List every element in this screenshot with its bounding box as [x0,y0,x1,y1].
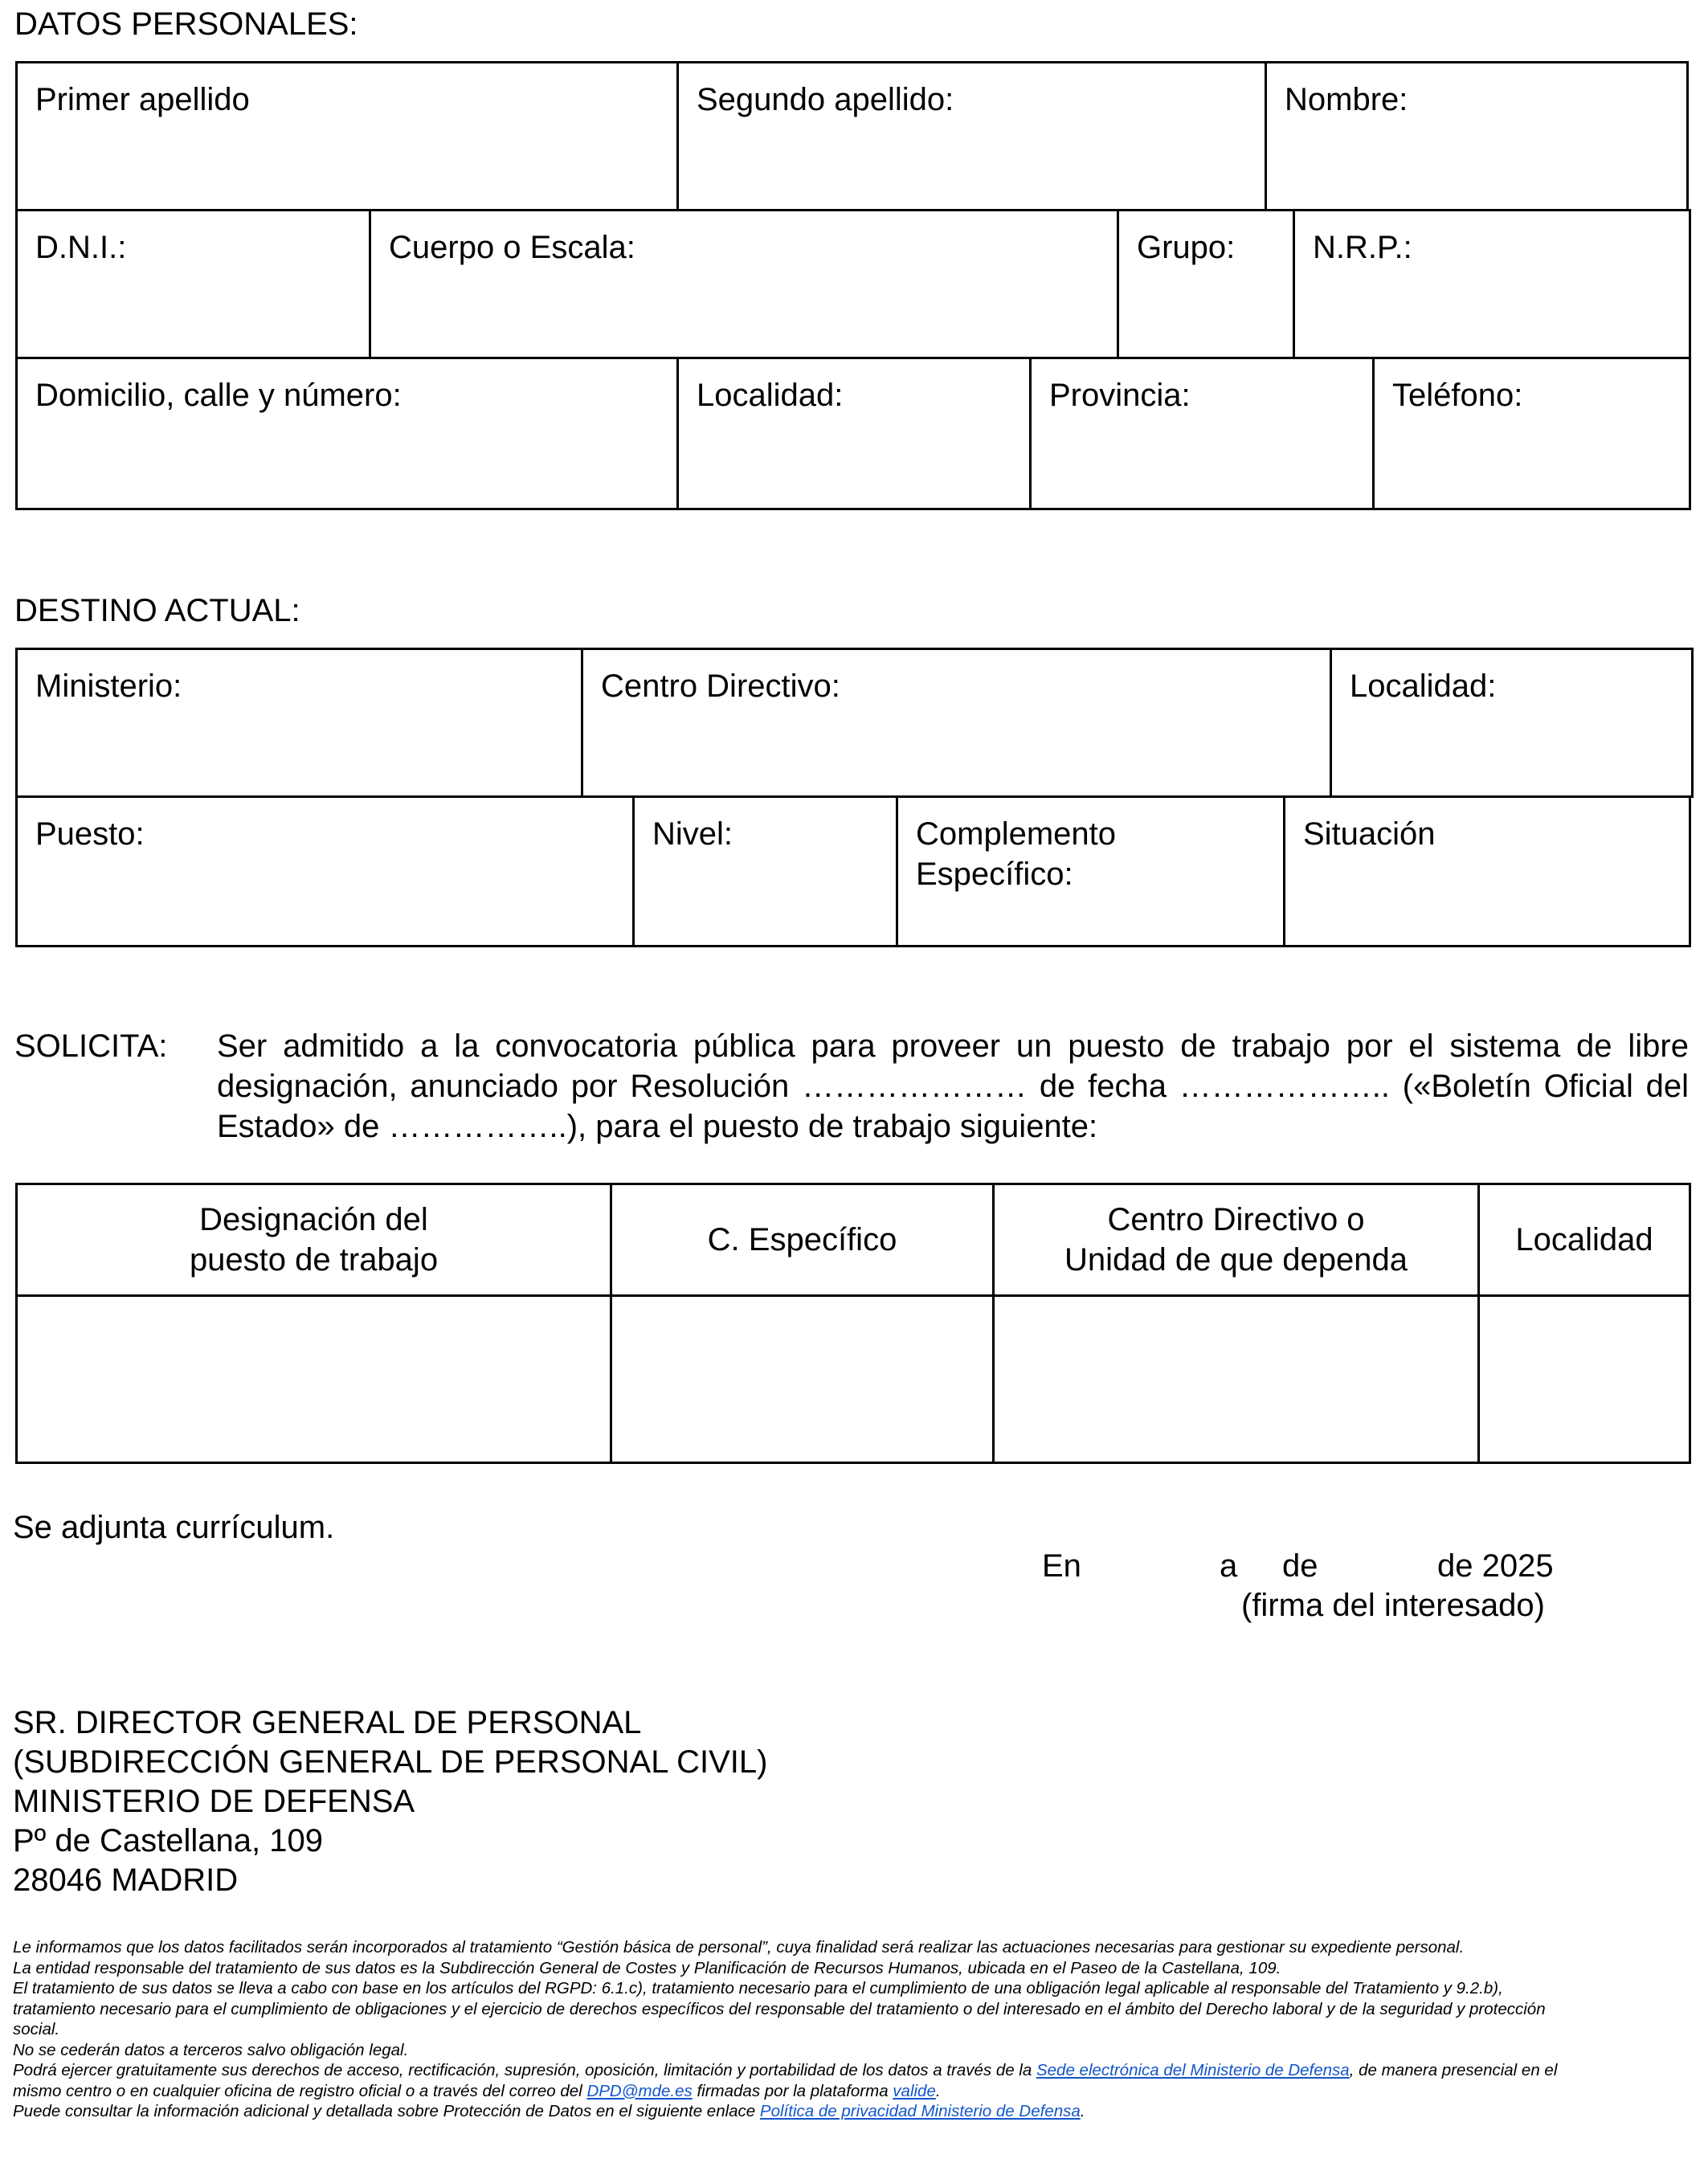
segundo-apellido-label: Segundo apellido: [697,82,954,117]
legal-p4: No se cederán datos a terceros salvo obligación legal. [13,2040,409,2059]
sede-electronica-link[interactable]: Sede electrónica del Ministerio de Defensa [1036,2061,1350,2079]
c-especifico-header-text: C. Específico [707,1222,897,1257]
centro-header-line1: Centro Directivo o [1107,1202,1365,1237]
designacion-cell[interactable] [15,1294,612,1464]
legal-p2: La entidad responsable del tratamiento de sus datos es la Subdirección General de Costes y Planificación de Recursos Humanos, ubicada en el Paseo de la Castellana, 109. [13,1958,1281,1977]
designacion-header [15,1183,612,1297]
destinatario-line-2: (SUBDIRECCIÓN GENERAL DE PERSONAL CIVIL) [13,1744,768,1780]
domicilio-label: Domicilio, calle y número: [35,378,402,413]
legal-p5 [13,2060,1587,2101]
destinatario-line-4: Pº de Castellana, 109 [13,1823,323,1858]
centro-header-line2: Unidad de que dependa [1064,1242,1408,1278]
legal-p3: El tratamiento de sus datos se lleva a cabo con base en los artículos del RGPD: 6.1.c), tratamiento necesario para el cumplimiento de una obligación legal aplicable al responsable del Tratamiento y 9.2.b), tratamiento necesario para el cumplimiento de obligaciones y el ejercicio de derechos específicos del responsable del tratamiento o del interesado en el ámbito del Derecho laboral y de la seguridad y protección social. [13,1979,1546,2038]
legal-p1: Le informamos que los datos facilitados serán incorporados al tratamiento “Gestión básica de personal”, cuya finalidad será realizar las actuaciones necesarias para gestionar su expediente personal. [13,1938,1465,1957]
destinatario-line-3: MINISTERIO DE DEFENSA [13,1784,415,1819]
situacion-label: Situación [1303,816,1436,852]
solicita-text: Ser admitido a la convocatoria pública para proveer un puesto de trabajo por el sistema de libre designación, anunciado por Resolución ………………… de fecha ……………….. («Boletín Oficial del Estado» de ……………..), para el puesto de trabajo siguiente: [217,1028,1689,1144]
datos-personales-heading: DATOS PERSONALES: [14,6,358,42]
legal-p6 [13,2101,1587,2122]
nombre-field[interactable] [1265,61,1689,211]
localidad-field[interactable] [676,357,1032,510]
primer-apellido-label: Primer apellido [35,82,250,117]
puesto-field[interactable] [15,795,635,947]
cuerpo-escala-label: Cuerpo o Escala: [389,230,635,265]
adjunta-curriculum: Se adjunta currículum. [13,1510,335,1545]
localidad-header [1477,1183,1691,1297]
telefono-label: Teléfono: [1392,378,1523,413]
nrp-field[interactable] [1293,209,1691,359]
ministerio-field[interactable] [15,648,583,798]
localidad-header-text: Localidad [1515,1222,1653,1257]
nombre-label: Nombre: [1285,82,1408,117]
legal-p6-text-a: Puede consultar la información adicional y detallada sobre Protección de Datos en el siguiente enlace [13,2102,760,2120]
centro-directivo-cell[interactable] [992,1294,1480,1464]
complemento-especifico-field[interactable] [896,795,1285,947]
destinatario-line-5: 28046 MADRID [13,1862,239,1898]
localidad-cell[interactable] [1477,1294,1691,1464]
grupo-field[interactable] [1117,209,1295,359]
datos-row-2 [15,209,1691,359]
grupo-label: Grupo: [1137,230,1236,265]
cuerpo-escala-field[interactable] [369,209,1119,359]
centro-directivo-header [992,1183,1480,1297]
destino-localidad-label: Localidad: [1350,669,1497,704]
firma-caption: (firma del interesado) [1241,1588,1545,1623]
legal-p5-text-d: . [935,2081,941,2100]
valide-link[interactable]: valide [893,2081,936,2100]
segundo-apellido-field[interactable] [676,61,1267,211]
destino-row-1 [15,648,1694,798]
situacion-field[interactable] [1283,795,1691,947]
provincia-field[interactable] [1029,357,1375,510]
destino-localidad-field[interactable] [1330,648,1694,798]
puesto-table-row [15,1294,1691,1464]
designacion-header-line1: Designación del [199,1202,428,1237]
designacion-header-line2: puesto de trabajo [189,1242,439,1278]
nivel-field[interactable] [632,795,898,947]
centro-directivo-label: Centro Directivo: [601,669,840,704]
politica-privacidad-link[interactable]: Política de privacidad Ministerio de Defensa [759,2102,1081,2120]
datos-row-1 [15,61,1689,211]
dni-field[interactable] [15,209,371,359]
firma-a: a [1220,1548,1238,1584]
destino-actual-heading: DESTINO ACTUAL: [14,593,300,628]
nivel-label: Nivel: [652,816,733,852]
domicilio-field[interactable] [15,357,679,510]
c-especifico-cell[interactable] [610,1294,995,1464]
firma-en: En [1042,1548,1081,1584]
nrp-label: N.R.P.: [1313,230,1412,265]
puesto-table-header [15,1183,1691,1297]
solicita-label: SOLICITA: [14,1028,168,1064]
ministerio-label: Ministerio: [35,669,182,704]
dpd-email-link[interactable]: DPD@mde.es [586,2081,693,2100]
firma-de1: de [1282,1548,1318,1584]
legal-p5-text-b: , de manera presencial en el mismo centro o en cualquier oficina de registro oficial o a través del correo del [13,2061,1558,2100]
primer-apellido-field[interactable] [15,61,679,211]
dni-label: D.N.I.: [35,230,127,265]
complemento-label: Complemento [916,816,1117,852]
datos-row-3 [15,357,1691,510]
puesto-label: Puesto: [35,816,145,852]
legal-p5-text-a: Podrá ejercer gratuitamente sus derechos de acceso, rectificación, supresión, oposición, limitación y portabilidad de los datos a través de la [13,2061,1036,2079]
localidad-label: Localidad: [697,378,844,413]
centro-directivo-field[interactable] [581,648,1332,798]
destino-row-2 [15,795,1691,947]
c-especifico-header [610,1183,995,1297]
telefono-field[interactable] [1372,357,1691,510]
legal-notice [13,1937,1587,2122]
firma-de2025: de 2025 [1437,1548,1554,1584]
provincia-label: Provincia: [1049,378,1191,413]
legal-p6-text-b: . [1080,2102,1085,2120]
legal-p5-text-c: firmadas por la plataforma [692,2081,893,2100]
destinatario-block [13,1703,767,1900]
destinatario-line-1: SR. DIRECTOR GENERAL DE PERSONAL [13,1705,642,1740]
especifico-label: Específico: [916,857,1073,892]
